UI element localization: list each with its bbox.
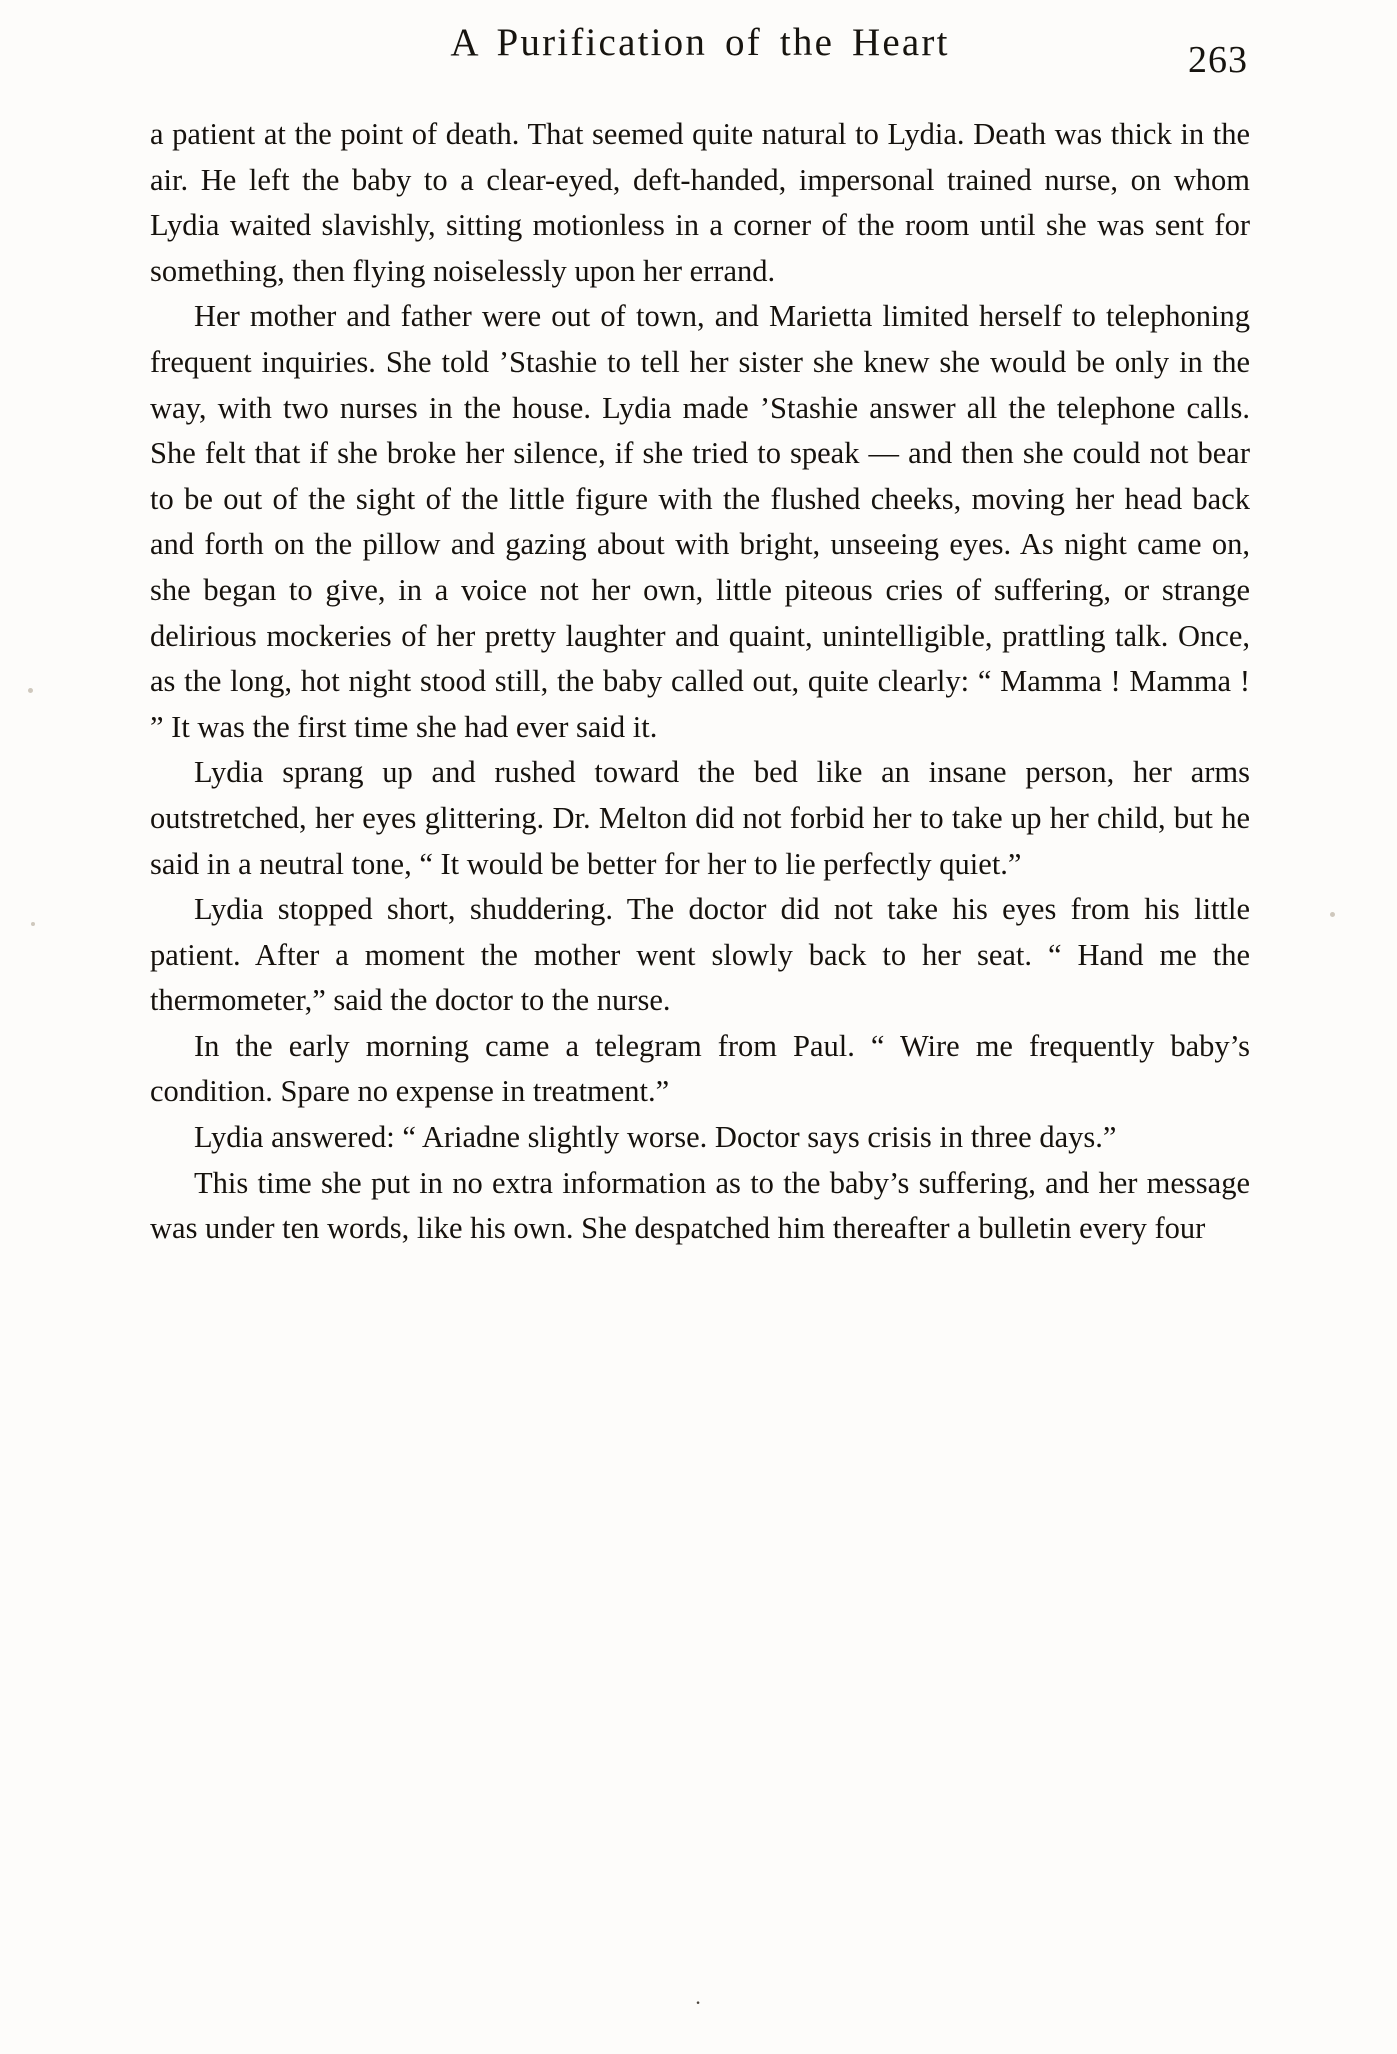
paper-speck: [31, 922, 35, 926]
paragraph: Her mother and father were out of town, and Marietta limited herself to telephoning frequent inquiries. She told ’Stashie to tell her sister she knew she would be only in the way, with two nurses in the house. Lydia made ’Stashie answer all the telephone calls. She felt that if she broke her silence, if she tried to speak — and then she could not bear to be out of the sight of the little figure with the flushed cheeks, moving her head back and forth on the pillow and gazing about with bright, unseeing eyes. As night came on, she began to give, in a voice not her own, little piteous cries of suffering, or strange delirious mockeries of her pretty laughter and quaint, unintelligible, prattling talk. Once, as the long, hot night stood still, the baby called out, quite clearly: “ Mamma ! Mamma ! ” It was the first time she had ever said it.: [150, 299, 1250, 744]
page-number: 263: [1188, 39, 1248, 81]
paragraph: This time she put in no extra information as to the baby’s suffering, and her message was under ten words, like his own. She despatched him thereafter a bulletin every four: [150, 1165, 1250, 1246]
paper-speck: [28, 688, 33, 693]
page-title: A Purification of the Heart: [450, 21, 950, 64]
paragraph: Lydia stopped short, shuddering. The doctor did not take his eyes from his little patient. After a moment the mother went slowly back to her seat. “ Hand me the thermometer,” said the doctor to the nurse.: [150, 892, 1250, 1018]
paragraph: Lydia answered: “ Ariadne slightly worse. Doctor says crisis in three days.”: [194, 1120, 1117, 1155]
page-content: [150, 20, 1250, 1252]
paragraph: Lydia sprang up and rushed toward the bed like an insane person, her arms outstretched, her eyes glittering. Dr. Melton did not forbid her to take up her child, but he said in a neutral tone, “ It would be better for her to lie perfectly quiet.”: [150, 755, 1250, 881]
footer-mark: ·: [694, 1990, 703, 2015]
paragraph: a patient at the point of death. That seemed quite natural to Lydia. Death was thick in the air. He left the baby to a clear-eyed, deft-handed, impersonal trained nurse, on whom Lydia waited slavishly, sitting motionless in a corner of the room until she was sent for something, then flying noiselessly upon her errand.: [150, 117, 1250, 288]
paper-speck: [1330, 912, 1335, 917]
running-head: [150, 20, 1250, 90]
body-text: [150, 112, 1250, 1252]
paragraph: In the early morning came a telegram from Paul. “ Wire me frequently baby’s condition. Spare no expense in treatment.”: [150, 1028, 1250, 1109]
